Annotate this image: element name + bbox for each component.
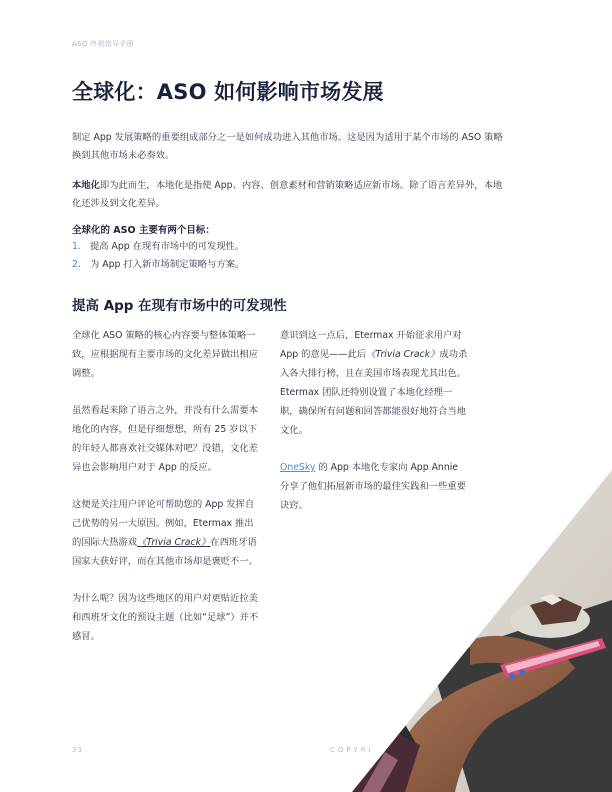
footer-copyright: COPYRI (330, 746, 374, 754)
goal-number: 1. (72, 241, 81, 252)
localization-definition: 即为此而生，本地化是指使 App、内容、创意素材和营销策略适应新市场。除了语言差异外，本地化还涉及到文化差异。 (72, 180, 503, 209)
page-title: 全球化：ASO 如何影响市场发展 (72, 80, 384, 104)
right-paragraph-1 (280, 326, 470, 440)
right-paragraph-1-text-b: 成功杀入各大排行榜，且在美国市场表现尤其出色。Etermax 团队还特别设置了本地化经理一职，确保所有问题和回答都能很好地符合当地文化。 (280, 349, 468, 436)
intro-paragraph-2 (72, 177, 504, 213)
right-paragraph-2-text: 的 App 本地化专家向 App Annie 分享了他们拓展新市场的最佳实践和一些重要诀窍。 (280, 462, 466, 511)
left-paragraph-2: 虽然看起来除了语言之外，并没有什么需要本地化的内容，但是仔细想想，所有 25 岁以下的年轻人都喜欢社交媒体对吧？没错，文化差异也会影响用户对于 App 的反应。 (72, 405, 258, 473)
right-paragraph-2 (280, 458, 470, 515)
right-paragraph-1-text-a: 意识到这一点后，Etermax 开始征求用户对 App 的意见——此后 (280, 330, 462, 360)
goals-list (72, 238, 244, 274)
section-title: 提高 App 在现有市场中的可发现性 (72, 298, 287, 314)
header-label: ASO 终极指导手册 (72, 40, 134, 48)
goal-item (72, 238, 244, 256)
trivia-crack-title: 《Trivia Crack》 (137, 537, 211, 548)
left-paragraph-3-text-b: 在西班牙语国家大获好评，而在其他市场却是褒贬不一。 (72, 537, 258, 567)
goals-title: 全球化的 ASO 主要有两个目标： (72, 225, 215, 236)
intro-paragraph-1: 制定 App 发展策略的重要组成部分之一是如何成功进入其他市场。这是因为适用于某个市场的 ASO 策略换到其他市场未必奏效。 (72, 132, 503, 161)
right-column (280, 326, 470, 533)
trivia-crack-title: 《Trivia Crack》 (366, 349, 440, 360)
page-number: 33 (72, 746, 83, 754)
goal-text: 提高 App 在现有市场中的可发现性。 (90, 241, 245, 252)
left-paragraph-4: 为什么呢？因为这些地区的用户对更贴近拉美和西班牙文化的预设主题（比如“足球”）并不感冒。 (72, 593, 259, 642)
left-paragraph-3-text-a: 这便是关注用户评论可帮助您的 App 发挥自己优势的另一大原因。例如，Etermax 推出的国际大热游戏 (72, 499, 255, 548)
goal-number: 2. (72, 259, 81, 270)
left-paragraph-1: 全球化 ASO 策略的核心内容要与整体策略一致，应根据现有主要市场的文化差异做出相应调整。 (72, 330, 258, 379)
goal-item (72, 256, 244, 274)
left-paragraph-3 (72, 495, 262, 571)
left-column (72, 326, 262, 664)
localization-term: 本地化 (72, 180, 100, 191)
onesky-link[interactable]: OneSky (280, 462, 316, 473)
goal-text: 为 App 打入新市场制定策略与方案。 (90, 259, 245, 270)
